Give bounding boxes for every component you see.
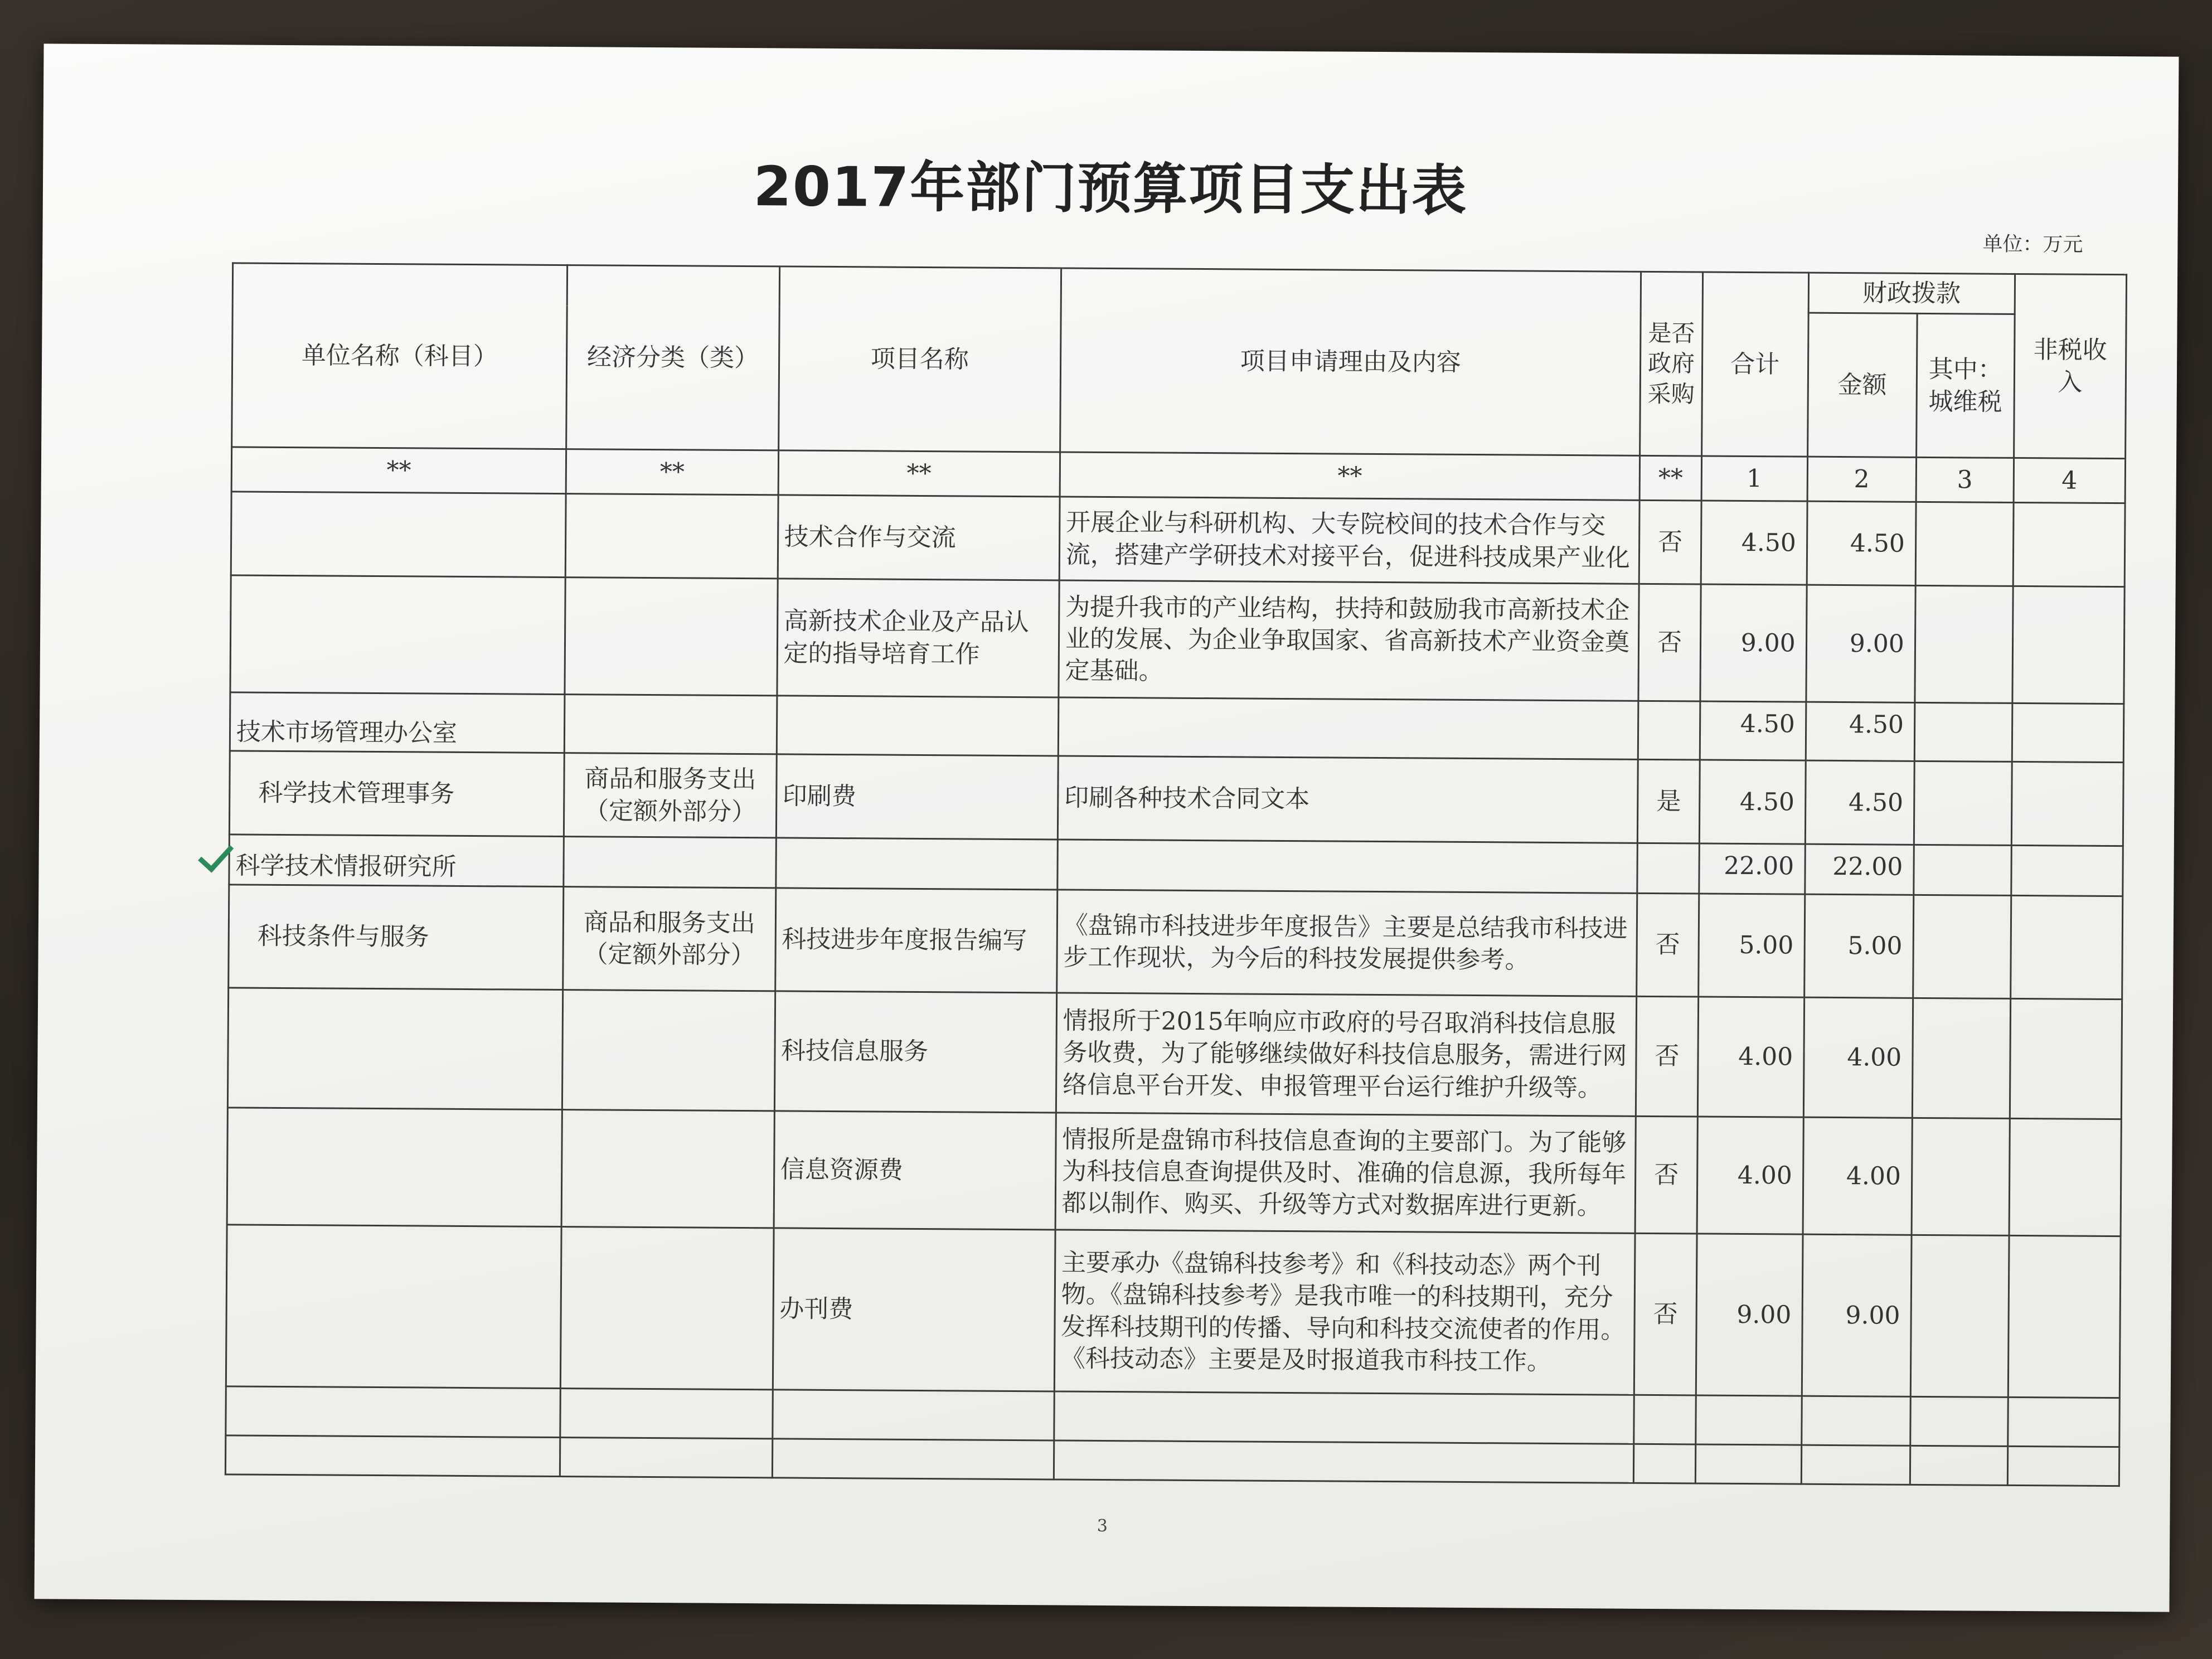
project-cell: 信息资源费 xyxy=(774,1111,1056,1230)
code-cell: ** xyxy=(231,447,566,494)
unit-cell xyxy=(227,988,563,1110)
table-row xyxy=(229,885,2123,1000)
table-row xyxy=(231,492,2125,587)
econ-cell xyxy=(561,1227,774,1390)
tax-cell xyxy=(1914,845,2012,895)
unit-cell: 科学技术管理事务 xyxy=(229,751,564,837)
code-cell: 1 xyxy=(1701,456,1808,501)
project-cell: 科技进步年度报告编写 xyxy=(775,888,1057,993)
reason-cell xyxy=(1058,840,1638,893)
header-reason: 项目申请理由及内容 xyxy=(1060,268,1641,455)
total-cell: 4.00 xyxy=(1697,1117,1803,1234)
tax-cell xyxy=(1915,502,2014,586)
tax-cell xyxy=(1915,585,2013,703)
econ-cell xyxy=(566,494,778,579)
total-cell: 9.00 xyxy=(1700,584,1806,702)
table-row xyxy=(227,1108,2121,1236)
project-cell xyxy=(777,696,1059,756)
amount-cell: 4.00 xyxy=(1803,997,1913,1118)
nontax-cell xyxy=(2008,1235,2121,1398)
total-cell: 9.00 xyxy=(1696,1234,1803,1396)
project-cell: 科技信息服务 xyxy=(774,991,1057,1113)
unit-cell xyxy=(231,492,566,578)
header-total: 合计 xyxy=(1701,272,1808,457)
total-cell: 4.50 xyxy=(1700,701,1806,760)
project-cell: 办刊费 xyxy=(773,1228,1055,1391)
gov-cell: 否 xyxy=(1634,1233,1697,1395)
unit-label: 单位：万元 xyxy=(1982,232,2083,256)
tax-cell xyxy=(1914,702,2012,761)
amount-cell: 4.50 xyxy=(1806,702,1915,761)
nontax-cell xyxy=(2013,502,2125,586)
budget-table xyxy=(225,262,2127,1487)
page-number: 3 xyxy=(1097,1516,1108,1536)
code-cell: ** xyxy=(778,450,1060,497)
amount-cell: 9.00 xyxy=(1802,1234,1912,1396)
gov-cell xyxy=(1637,843,1699,894)
code-cell: 2 xyxy=(1807,457,1917,502)
tax-cell xyxy=(1912,1118,2010,1235)
unit-cell xyxy=(230,575,566,695)
document-page xyxy=(35,43,2179,1612)
nontax-cell xyxy=(2011,845,2123,896)
code-cell: ** xyxy=(566,449,778,495)
econ-cell xyxy=(561,1110,774,1228)
amount-cell: 4.50 xyxy=(1807,501,1916,585)
unit-cell: 科学技术情报研究所 xyxy=(229,835,564,887)
nontax-cell xyxy=(2010,998,2122,1119)
tax-cell xyxy=(1914,761,2012,845)
nontax-cell xyxy=(2012,586,2124,704)
reason-cell: 《盘锦市科技进步年度报告》主要是总结我市科技进步工作现状，为今后的科技发展提供参考。 xyxy=(1057,890,1638,996)
gov-cell: 否 xyxy=(1639,500,1701,584)
gov-cell: 否 xyxy=(1637,893,1699,997)
reason-cell: 开展企业与科研机构、大专院校间的技术合作与交流，搭建产学研技术对接平台，促进科技成果产业化 xyxy=(1059,497,1640,584)
econ-cell xyxy=(565,695,777,754)
reason-cell: 情报所是盘锦市科技信息查询的主要部门。为了能够为科技信息查询提供及时、准确的信息源，我所每年都以制作、购买、升级等方式对数据库进行更新。 xyxy=(1055,1113,1636,1233)
header-unit-name: 单位名称（科目） xyxy=(232,263,567,449)
nontax-cell xyxy=(2011,895,2123,999)
unit-cell: 科技条件与服务 xyxy=(229,885,564,990)
table-row xyxy=(230,575,2124,704)
total-cell: 5.00 xyxy=(1698,894,1804,997)
tax-cell xyxy=(1910,1235,2009,1397)
project-cell: 技术合作与交流 xyxy=(778,495,1060,580)
econ-cell xyxy=(562,990,775,1111)
header-nontax: 非税收入 xyxy=(2014,274,2126,458)
project-cell: 高新技术企业及产品认定的指导培育工作 xyxy=(777,579,1059,697)
header-econ-class: 经济分类（类） xyxy=(566,265,779,450)
econ-cell xyxy=(565,578,777,696)
gov-cell: 否 xyxy=(1636,996,1698,1117)
amount-cell: 5.00 xyxy=(1804,894,1913,998)
code-cell: 3 xyxy=(1916,457,2014,502)
reason-cell: 为提升我市的产业结构，扶持和鼓励我市高新技术企业的发展、为企业争取国家、省高新技术产业资金奠定基础。 xyxy=(1059,580,1639,701)
econ-cell xyxy=(564,837,776,888)
project-cell xyxy=(775,838,1058,890)
header-city-tax: 其中：城维税 xyxy=(1916,313,2015,458)
reason-cell xyxy=(1058,697,1638,759)
amount-cell: 4.00 xyxy=(1803,1117,1912,1235)
total-cell: 4.50 xyxy=(1699,760,1806,844)
gov-cell: 否 xyxy=(1638,584,1700,701)
nontax-cell xyxy=(2009,1118,2121,1236)
gov-cell: 是 xyxy=(1638,759,1700,843)
total-cell: 4.50 xyxy=(1701,501,1807,585)
reason-cell: 主要承办《盘锦科技参考》和《科技动态》两个刊物。《盘锦科技参考》是我市唯一的科技期刊，充分发挥科技期刊的传播、导向和科技交流使者的作用。《科技动态》主要是及时报道我市科技工作。 xyxy=(1054,1230,1635,1395)
nontax-cell xyxy=(2011,761,2123,846)
total-cell: 4.00 xyxy=(1697,997,1804,1117)
unit-cell xyxy=(226,1225,561,1389)
total-cell: 22.00 xyxy=(1699,843,1805,894)
header-fiscal: 财政拨款 xyxy=(1808,273,2015,314)
gov-cell: 否 xyxy=(1636,1116,1697,1234)
table-row xyxy=(229,751,2123,846)
header-amount: 金额 xyxy=(1807,313,1917,457)
code-cell: 4 xyxy=(2014,458,2126,503)
table-row xyxy=(226,1225,2121,1398)
econ-cell: 商品和服务支出（定额外部分） xyxy=(563,887,775,991)
document-title: 2017年部门预算项目支出表 xyxy=(753,155,1468,223)
reason-cell: 情报所于2015年响应市政府的号召取消科技信息服务收费，为了能够继续做好科技信息服务，需进行网络信息平台开发、申报管理平台运行维护升级等。 xyxy=(1056,993,1637,1116)
gov-cell xyxy=(1638,701,1700,760)
code-cell: ** xyxy=(1060,452,1640,500)
tax-cell xyxy=(1912,998,2010,1118)
tax-cell xyxy=(1913,895,2011,998)
header-gov-procurement: 是否政府采购 xyxy=(1640,271,1702,456)
table-row xyxy=(227,988,2122,1119)
table-row xyxy=(230,692,2124,763)
amount-cell: 9.00 xyxy=(1806,585,1915,702)
unit-cell xyxy=(227,1108,562,1227)
header-project-name: 项目名称 xyxy=(778,266,1061,452)
amount-cell: 4.50 xyxy=(1805,760,1914,845)
code-cell: ** xyxy=(1640,455,1702,501)
nontax-cell xyxy=(2012,703,2124,762)
reason-cell: 印刷各种技术合同文本 xyxy=(1058,756,1638,843)
unit-cell: 技术市场管理办公室 xyxy=(230,692,565,753)
amount-cell: 22.00 xyxy=(1804,844,1914,895)
project-cell: 印刷费 xyxy=(776,754,1058,840)
econ-cell: 商品和服务支出（定额外部分） xyxy=(564,753,777,838)
